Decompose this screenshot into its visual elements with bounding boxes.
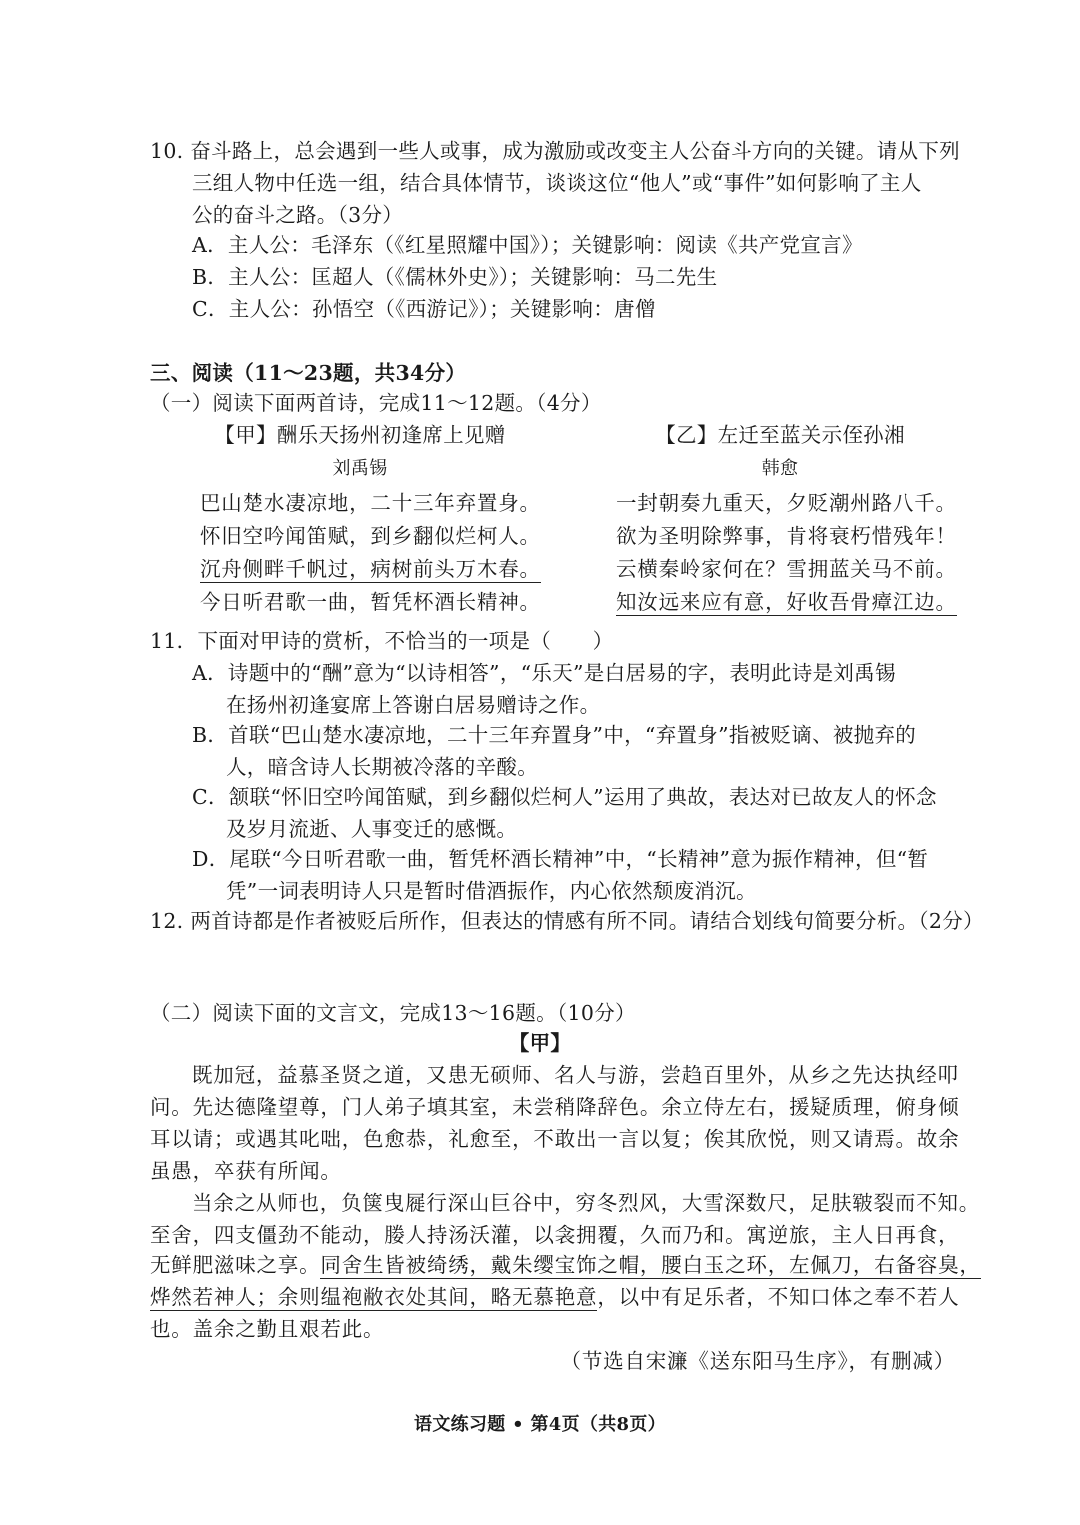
poem-yi-author: 韩愈	[761, 458, 799, 479]
q11-option-b-2: 人，暗含诗人长期被冷落的辛酸。	[226, 755, 538, 779]
passage-line-6: 至舍，四支僵劲不能动，媵人持汤沃灌，以衾拥覆，久而乃和。寓逆旅，主人日再食，	[150, 1223, 960, 1247]
q11-option-c-1: C．颔联“怀旧空吟闻笛赋，到乡翻似烂柯人”运用了典故，表达对已故友人的怀念	[192, 785, 937, 809]
passage-line-8b: ，以中有足乐者，不知口体之奉不若人	[597, 1285, 960, 1309]
q11-option-a-1: A．诗题中的“酬”意为“以诗相答”，“乐天”是白居易的字，表明此诗是刘禹锡	[192, 661, 896, 685]
q11-option-b-1: B．首联“巴山楚水凄凉地，二十三年弃置身”中，“弃置身”指被贬谪、被抛弃的	[192, 723, 917, 747]
poem-yi-line-4-underlined: 知汝远来应有意，好收吾骨瘴江边。	[616, 590, 957, 614]
poem-jia-title: 【甲】酬乐天扬州初逢席上见赠	[214, 423, 506, 447]
q11-option-c-2: 及岁月流逝、人事变迁的感慨。	[226, 817, 518, 841]
poem-yi-line-2: 欲为圣明除弊事，肯将衰朽惜残年！	[616, 524, 957, 548]
q12-stem: 12. 两首诗都是作者被贬后所作，但表达的情感有所不同。请结合划线句简要分析。（2分）	[150, 909, 984, 933]
part2-title: （二）阅读下面的文言文，完成13～16题。（10分）	[150, 1001, 636, 1025]
poem-yi-line-3: 云横秦岭家何在？雪拥蓝关马不前。	[616, 557, 957, 581]
page-footer: 语文练习题 • 第4页（共8页）	[414, 1414, 666, 1435]
passage-source: （节选自宋濂《送东阳马生序》，有删减）	[560, 1349, 955, 1373]
poem-jia-line-2: 怀旧空吟闻笛赋，到乡翻似烂柯人。	[200, 524, 541, 548]
poem-yi-title: 【乙】左迁至蓝关示侄孙湘	[655, 423, 905, 447]
passage-line-4: 虽愚，卒获有所闻。	[150, 1159, 342, 1183]
part1-title: （一）阅读下面两首诗，完成11～12题。（4分）	[150, 391, 602, 415]
q10-line-3: 公的奋斗之路。（3分）	[192, 203, 404, 227]
q10-line-1: 10. 奋斗路上，总会遇到一些人或事，成为激励或改变主人公奋斗方向的关键。请从下列	[150, 139, 960, 163]
passage-line-9: 也。盖余之勤且艰若此。	[150, 1317, 385, 1341]
passage-jia-label: 【甲】	[508, 1031, 572, 1055]
passage-line-7b-underlined: 同舍生皆被绮绣，戴朱缨宝饰之帽，腰白玉之环，左佩刀，右备容臭，	[320, 1253, 981, 1277]
q10-option-b: B．主人公：匡超人（《儒林外史》）；关键影响：马二先生	[192, 265, 718, 289]
poem-jia-line-3-underlined: 沉舟侧畔千帆过，病树前头万木春。	[200, 557, 541, 581]
q10-option-a: A．主人公：毛泽东（《红星照耀中国》）；关键影响：阅读《共产党宣言》	[192, 233, 863, 257]
q10-line-2: 三组人物中任选一组，结合具体情节，谈谈这位“他人”或“事件”如何影响了主人	[192, 171, 922, 195]
passage-line-8a-underlined: 烨然若神人；余则缊袍敝衣处其间，略无慕艳意	[150, 1285, 598, 1309]
q10-option-c: C．主人公：孙悟空（《西游记》）；关键影响：唐僧	[192, 297, 656, 321]
poem-yi-line-1: 一封朝奏九重天，夕贬潮州路八千。	[616, 491, 957, 515]
poem-jia-line-4: 今日听君歌一曲，暂凭杯酒长精神。	[200, 590, 541, 614]
q11-option-d-1: D．尾联“今日听君歌一曲，暂凭杯酒长精神”中，“长精神”意为振作精神，但“暂	[192, 847, 929, 871]
q11-stem: 11．下面对甲诗的赏析，不恰当的一项是（ ）	[150, 629, 614, 653]
section3-title: 三、阅读（11～23题，共34分）	[150, 361, 467, 385]
passage-line-3: 耳以请；或遇其叱咄，色愈恭，礼愈至，不敢出一言以复；俟其欣悦，则又请焉。故余	[150, 1127, 960, 1151]
poem-jia-line-1: 巴山楚水凄凉地，二十三年弃置身。	[200, 491, 541, 515]
q11-option-d-2: 凭”一词表明诗人只是暂时借酒振作，内心依然颓废消沉。	[226, 879, 757, 903]
passage-line-1: 既加冠，益慕圣贤之道，又患无硕师、名人与游，尝趋百里外，从乡之先达执经叩	[192, 1063, 959, 1087]
q11-option-a-2: 在扬州初逢宴席上答谢白居易赠诗之作。	[226, 693, 601, 717]
passage-line-5: 当余之从师也，负箧曳屣行深山巨谷中，穷冬烈风，大雪深数尺，足肤皲裂而不知。	[192, 1191, 981, 1215]
poem-jia-author: 刘禹锡	[332, 458, 388, 479]
passage-line-2: 问。先达德隆望尊，门人弟子填其室，未尝稍降辞色。余立侍左右，援疑质理，俯身倾	[150, 1095, 960, 1119]
passage-line-7a: 无鲜肥滋味之享。	[150, 1253, 321, 1277]
